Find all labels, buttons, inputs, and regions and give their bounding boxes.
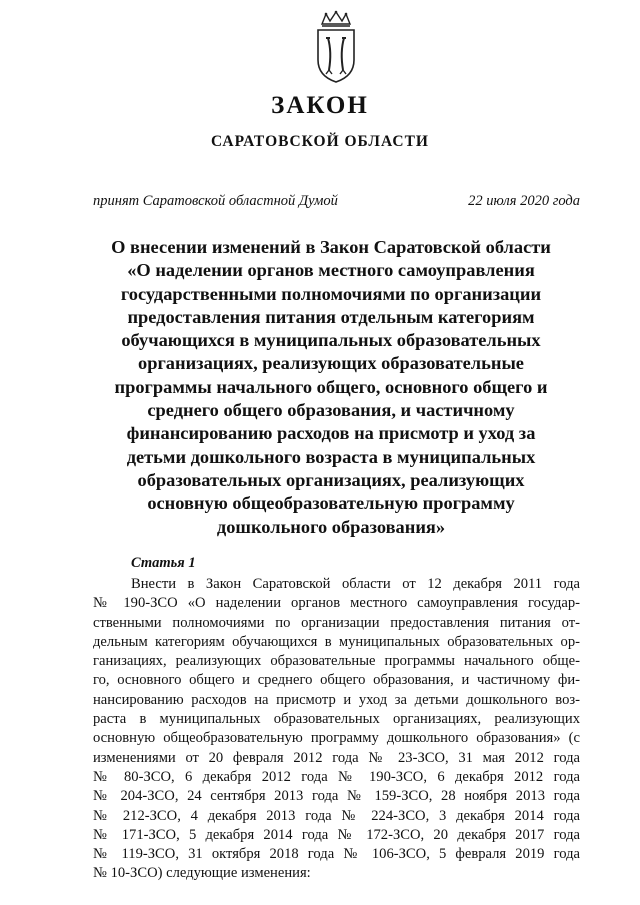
body-line: основную общеобразовательную программу дошкольного образования» (с	[93, 730, 580, 747]
heading-line: «О наделении органов местного самоуправления	[127, 260, 535, 281]
body-line: № 10-ЗСО) следующие изменения:	[93, 865, 311, 882]
article-body	[93, 575, 580, 884]
law-subtitle: САРАТОВСКОЙ ОБЛАСТИ	[211, 133, 429, 150]
body-line: дельным категориям обучающихся в муниципальных образовательных ор-	[93, 633, 580, 650]
adoption-date: 22 июля 2020 года	[468, 193, 580, 209]
heading-line: программы начального общего, основного общего и	[114, 376, 548, 397]
body-line: № 190-ЗСО «О наделении органов местного самоуправления государ-	[93, 595, 580, 612]
law-title: ЗАКОН	[271, 92, 369, 119]
body-line: изменениями от 20 февраля 2012 года № 23-ЗСО, 31 мая 2012 года	[93, 749, 580, 766]
body-line: Внести в Закон Саратовской области от 12 декабря 2011 года	[131, 576, 580, 592]
body-line: № 204-ЗСО, 24 сентября 2013 года № 159-ЗСО, 28 ноября 2013 года	[93, 788, 580, 805]
body-line: № 171-ЗСО, 5 декабря 2014 года № 172-ЗСО, 20 декабря 2017 года	[93, 826, 580, 843]
body-line: ганизациях, реализующих образовательные программы начального обще-	[93, 653, 580, 670]
adopted-by: принят Саратовской областной Думой	[93, 193, 338, 209]
body-line: № 80-ЗСО, 6 декабря 2012 года № 190-ЗСО, 6 декабря 2012 года	[93, 768, 580, 785]
heading-line: дошкольного образования»	[216, 516, 446, 537]
body-line: го, основного общего и среднего общего образования, и частичному фи-	[93, 672, 580, 689]
heading-line: обучающихся в муниципальных образовательных	[121, 330, 541, 351]
heading-line: государственными полномочиями по организации	[120, 283, 542, 304]
saratov-coat-of-arms-icon	[314, 10, 358, 84]
adoption-line	[93, 193, 580, 210]
body-line: нансированию расходов на присмотр и уход за детьми дошкольного воз-	[93, 691, 580, 708]
heading-line: среднего общего образования, и частичному	[147, 400, 515, 421]
heading-line: образовательных организациях, реализующих	[137, 469, 525, 490]
heading-line: О внесении изменений в Закон Саратовской области	[111, 237, 551, 257]
heading-line: финансированию расходов на присмотр и уход за	[126, 423, 536, 444]
heading-line: детьми дошкольного возраста в муниципальных	[126, 446, 536, 467]
body-line: раста в муниципальных образовательных организациях, реализующих	[93, 711, 580, 728]
heading-line: предоставления питания отдельным категориям	[127, 306, 535, 327]
body-line: № 119-ЗСО, 31 октября 2018 года № 106-ЗСО, 5 февраля 2019 года	[93, 846, 580, 863]
body-line: ственными полномочиями по организации предоставления питания от-	[93, 614, 580, 631]
body-line: № 212-ЗСО, 4 декабря 2013 года № 224-ЗСО, 3 декабря 2014 года	[93, 807, 580, 824]
article-label: Статья 1	[131, 555, 196, 571]
law-heading	[80, 236, 582, 539]
heading-line: организациях, реализующих образовательные	[138, 353, 524, 374]
heading-line: основную общеобразовательную программу	[147, 493, 515, 514]
